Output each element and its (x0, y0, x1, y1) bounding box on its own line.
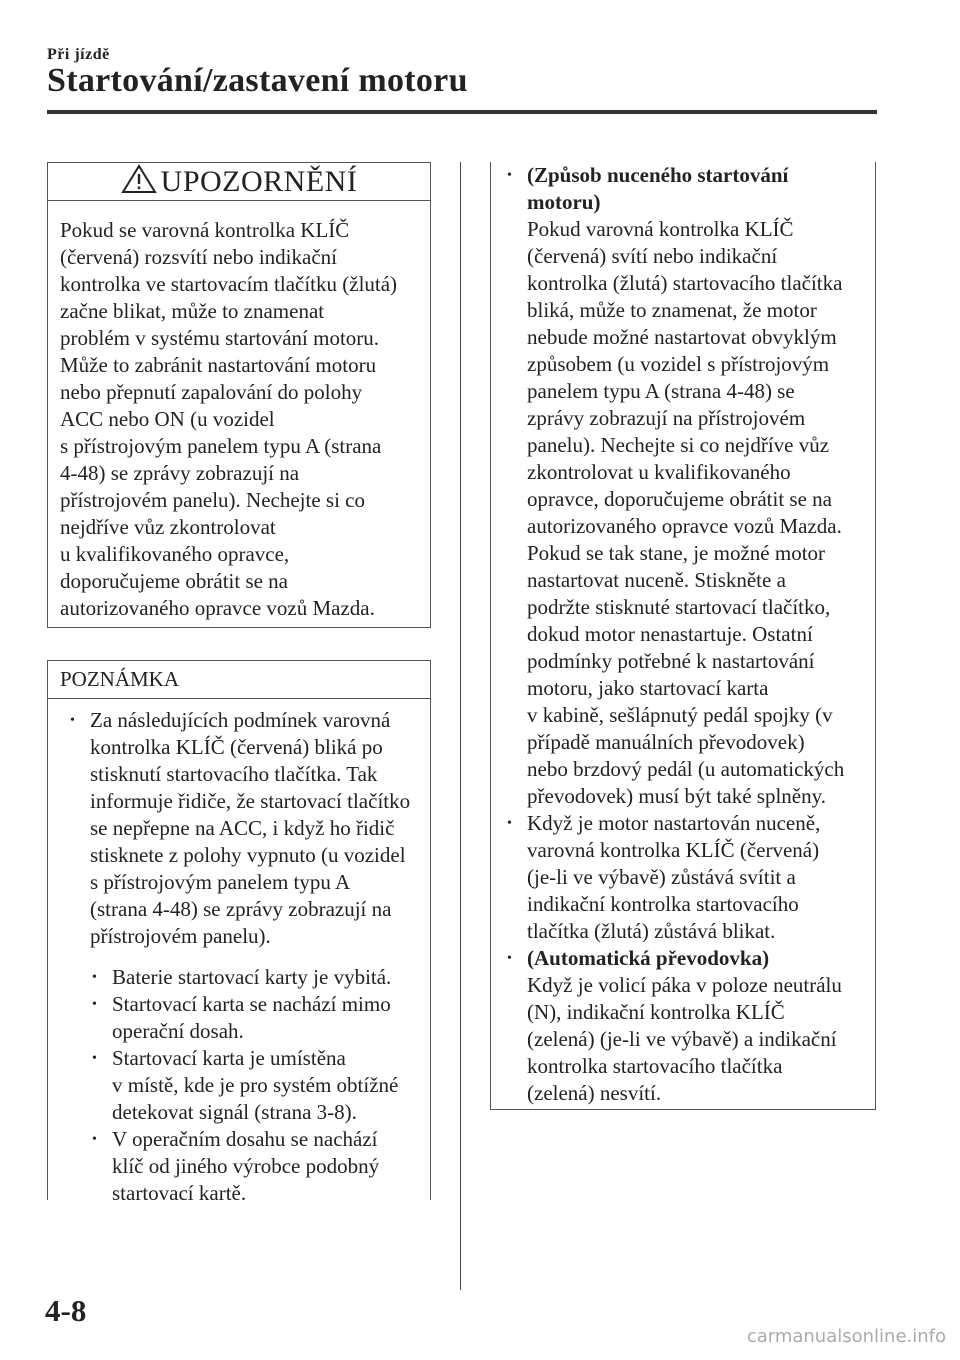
note-subitem-line: detekovat signál (strana 3-8). (112, 1100, 357, 1124)
warning-text-line: Může to zabránit nastartování motoru (60, 353, 377, 377)
column-divider (460, 162, 461, 1290)
forced-start-note-item (497, 810, 869, 945)
item-text-line: opravce, doporučujeme obrátit se na (527, 487, 832, 511)
item-text-line: panelem typu A (strana 4-48) se (527, 379, 795, 403)
item-text-line: (je-li ve výbavě) zůstává svítit a (527, 865, 796, 889)
forced-start-item (497, 162, 869, 810)
note-subitem-line: operační dosah. (112, 1019, 244, 1043)
note-subitem-line: • Startovací karta se nachází mimo (112, 992, 391, 1016)
automatic-transmission-item (497, 945, 869, 1107)
item-text-line: podmínky potřebné k nastartování (527, 649, 815, 673)
warning-text-line: nebo přepnutí zapalování do polohy (60, 380, 363, 404)
item-text-line: motoru, jako startovací karta (527, 676, 769, 700)
warning-text-line: přístrojovém panelu). Nechejte si co (60, 488, 365, 512)
warning-body (48, 201, 430, 622)
warning-text-line: začne blikat, může to znamenat (60, 299, 325, 323)
item-text-line: případě manuálních převodovek) (527, 730, 805, 754)
note-box (47, 660, 431, 1205)
note-subitem-line: • V operačním dosahu se nachází (112, 1127, 378, 1151)
page-title: Startování/zastavení motoru (47, 62, 468, 99)
note-subitems (60, 964, 422, 1207)
item-text-line: (N), indikační kontrolka KLÍČ (527, 1000, 785, 1024)
note-subitem-line: klíč od jiného výrobce podobný (112, 1154, 380, 1178)
item-text-line: podržte stisknuté startovací tlačítko, (527, 595, 831, 619)
note-text-line: kontrolka KLÍČ (červená) bliká po (90, 735, 383, 759)
note-subitem-line: startovací kartě. (112, 1181, 247, 1205)
item-text-line: bliká, může to znamenat, že motor (527, 298, 817, 322)
item-text-line: Když je volicí páka v poloze neutrálu (527, 973, 842, 997)
watermark: carmanualsonline.info (746, 1326, 946, 1347)
warning-text-line: 4-48) se zprávy zobrazují na (60, 461, 300, 485)
item-text-line: Pokud se tak stane, je možné motor (527, 541, 826, 565)
warning-text-line: (červená) rozsvítí nebo indikační (60, 245, 337, 269)
item-text-line: dokud motor nenastartuje. Ostatní (527, 622, 813, 646)
item-text-line: • Když je motor nastartován nuceně, (527, 811, 821, 835)
item-text-line: (zelená) nesvítí. (527, 1081, 662, 1105)
note-subitem (60, 991, 422, 1045)
item-text-line: (červená) svítí nebo indikační (527, 244, 778, 268)
note-body (48, 699, 430, 1207)
item-heading-line: • (Automatická převodovka) (527, 946, 770, 970)
item-text-line: indikační kontrolka startovacího (527, 892, 799, 916)
note-text-line: (strana 4-48) se zprávy zobrazují na (90, 897, 392, 921)
item-text-line: v kabině, sešlápnutý pedál spojky (v (527, 703, 833, 727)
note-text-line: stisknete z polohy vypnuto (u vozidel (90, 843, 406, 867)
note-text-line: se nepřepne na ACC, i když ho řidič (90, 816, 395, 840)
right-body (491, 162, 875, 1107)
item-text-line: varovná kontrolka KLÍČ (červená) (527, 838, 820, 862)
note-text-line: s přístrojovým panelem typu A (90, 870, 351, 894)
right-box (490, 162, 876, 1110)
warning-text-line: Pokud se varovná kontrolka KLÍČ (60, 218, 350, 242)
item-text-line: panelu). Nechejte si co nejdříve vůz (527, 433, 830, 457)
note-header (48, 661, 430, 699)
warning-triangle-icon (121, 164, 157, 199)
item-text-line: Pokud varovná kontrolka KLÍČ (527, 217, 794, 241)
warning-text-line: doporučujeme obrátit se na (60, 569, 289, 593)
note-subitem-line: • Baterie startovací karty je vybitá. (112, 965, 392, 989)
item-text-line: způsobem (u vozidel s přístrojovým (527, 352, 830, 376)
title-rule (47, 110, 877, 114)
warning-text-line: ACC nebo ON (u vozidel (60, 407, 275, 431)
note-text-line: • Za následujících podmínek varovná (90, 708, 391, 732)
warning-text-line: kontrolka ve startovacím tlačítku (žlutá) (60, 272, 398, 296)
note-bullet (60, 707, 422, 950)
page-number: 4-8 (45, 1293, 87, 1328)
item-text-line: nastartovat nuceně. Stiskněte a (527, 568, 786, 592)
item-text-line: kontrolka (žlutá) startovacího tlačítka (527, 271, 843, 295)
item-text-line: převodovek) musí být také splněny. (527, 784, 826, 808)
note-subitem (60, 1126, 422, 1207)
item-text-line: zkontrolovat u kvalifikovaného (527, 460, 791, 484)
note-text-line: informuje řidiče, že startovací tlačítko (90, 789, 411, 813)
warning-text-line: u kvalifikovaného opravce, (60, 542, 290, 566)
warning-text-line: nejdříve vůz zkontrolovat (60, 515, 276, 539)
note-text-line: stisknutí startovacího tlačítka. Tak (90, 762, 378, 786)
item-text-line: nebo brzdový pedál (u automatických (527, 757, 845, 781)
section-label: Při jízdě (47, 46, 110, 63)
note-subitem-line: v místě, kde je pro systém obtížné (112, 1073, 399, 1097)
note-title: POZNÁMKA (60, 667, 180, 691)
warning-text-line: s přístrojovým panelem typu A (strana (60, 434, 382, 458)
item-text-line: tlačítka (žlutá) zůstává blikat. (527, 919, 776, 943)
item-text-line: autorizovaného opravce vozů Mazda. (527, 514, 842, 538)
note-text-line: přístrojovém panelu). (90, 924, 271, 948)
warning-text-line: autorizovaného opravce vozů Mazda. (60, 596, 375, 620)
item-heading-line: • (Způsob nuceného startování (527, 163, 789, 187)
note-subitem-line: • Startovací karta je umístěna (112, 1046, 346, 1070)
note-subitem (60, 1045, 422, 1126)
item-text-line: nebude možné nastartovat obvyklým (527, 325, 837, 349)
item-text-line: (zelená) (je-li ve výbavě) a indikační (527, 1027, 837, 1051)
warning-header (48, 163, 430, 201)
item-heading-line: motoru) (527, 190, 601, 214)
item-text-line: kontrolka startovacího tlačítka (527, 1054, 783, 1078)
warning-text-line: problém v systému startování motoru. (60, 326, 380, 350)
item-text-line: zprávy zobrazují na přístrojovém (527, 406, 806, 430)
warning-title: UPOZORNĚNÍ (160, 164, 358, 198)
note-subitem (60, 964, 422, 991)
warning-box (47, 162, 431, 628)
